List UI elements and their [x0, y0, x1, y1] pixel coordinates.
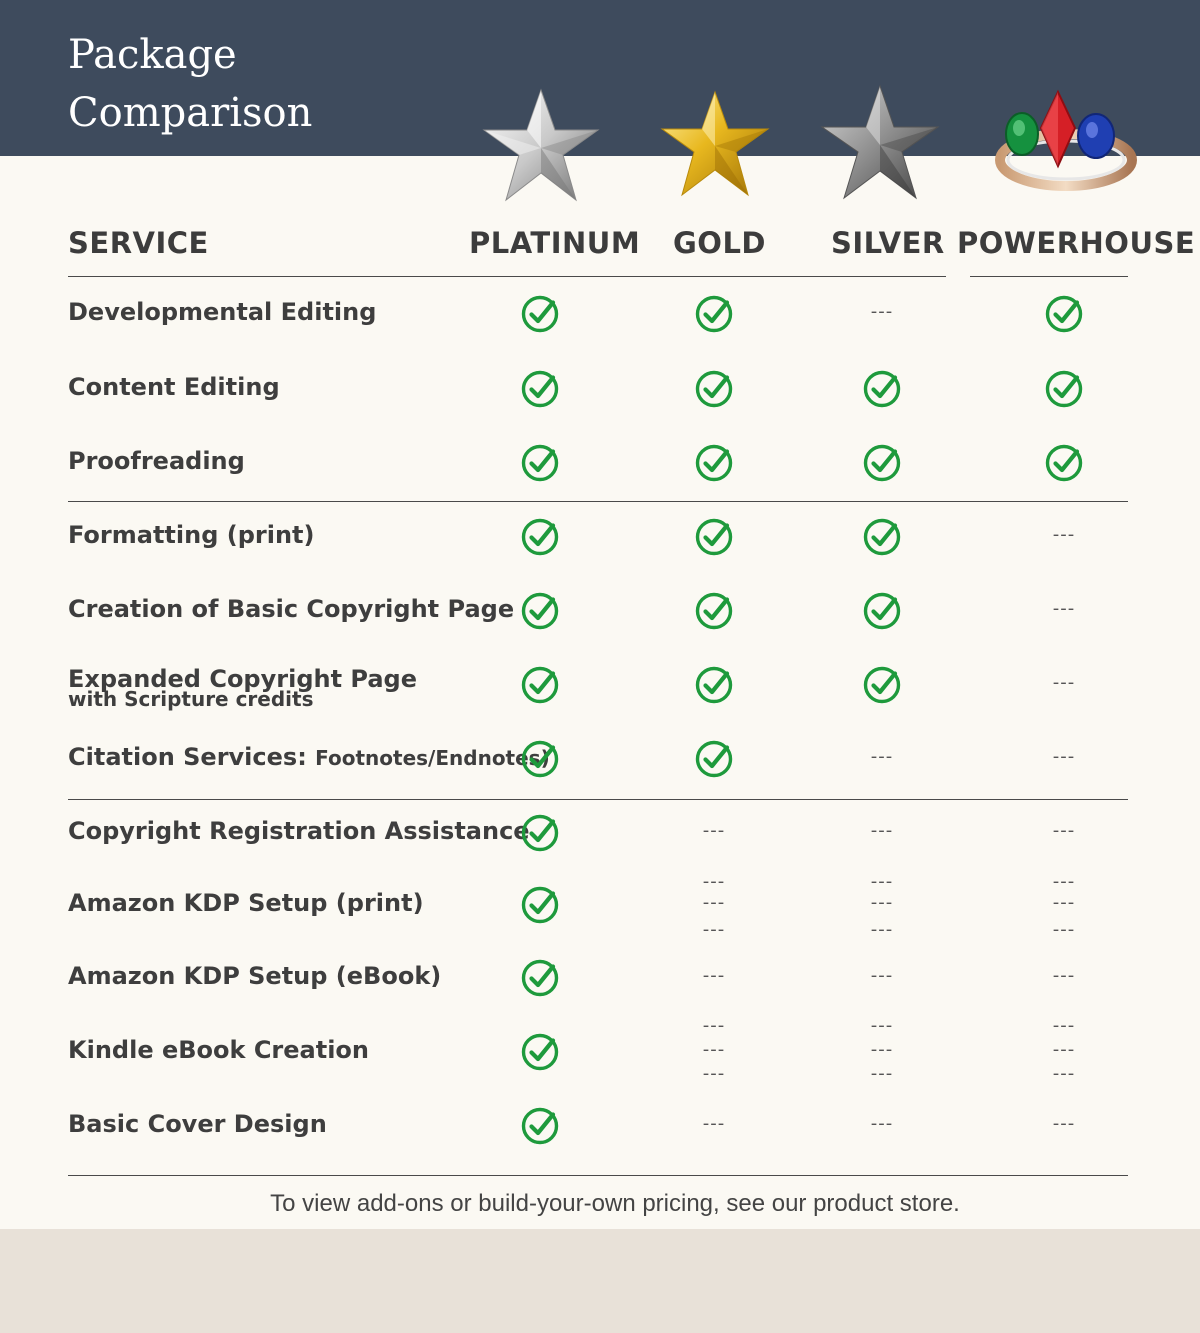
not-included-mark: --- [870, 746, 894, 767]
check-icon [694, 665, 734, 705]
service-name-sub: with Scripture credits [68, 687, 314, 711]
not-included-mark: --- [702, 919, 726, 940]
column-header-silver: SILVER [831, 226, 945, 260]
service-name-main: Amazon KDP Setup (print) [68, 889, 424, 917]
check-icon [694, 517, 734, 557]
check-icon [862, 443, 902, 483]
check-icon [694, 591, 734, 631]
not-included-mark: --- [702, 1039, 726, 1060]
column-header-gold: GOLD [673, 226, 767, 260]
check-icon [520, 517, 560, 557]
not-included-mark: --- [870, 820, 894, 841]
check-icon [1044, 443, 1084, 483]
not-included-mark: --- [870, 1063, 894, 1084]
check-icon [862, 591, 902, 631]
not-included-mark: --- [1052, 1039, 1076, 1060]
service-name [68, 889, 424, 917]
service-name [68, 743, 550, 771]
not-included-mark: --- [1052, 1015, 1076, 1036]
service-name-main: Amazon KDP Setup (eBook) [68, 962, 442, 990]
column-header-platinum: PLATINUM [469, 226, 641, 260]
service-name [68, 521, 314, 549]
footer-band [0, 1229, 1200, 1333]
not-included-mark: --- [1052, 598, 1076, 619]
service-name-main: Basic Cover Design [68, 1110, 327, 1138]
check-icon [862, 665, 902, 705]
service-name-main: Citation Services: [68, 743, 307, 771]
check-icon [694, 294, 734, 334]
check-icon [694, 739, 734, 779]
service-name-main: Expanded Copyright Page [68, 665, 418, 693]
not-included-mark: --- [870, 1113, 894, 1134]
service-name-main: Developmental Editing [68, 298, 377, 326]
check-icon [520, 369, 560, 409]
not-included-mark: --- [702, 1015, 726, 1036]
not-included-mark: --- [870, 1015, 894, 1036]
service-name [68, 1036, 369, 1064]
service-name-main: Content Editing [68, 373, 280, 401]
not-included-mark: --- [870, 892, 894, 913]
title-line-1: Package [68, 32, 237, 78]
not-included-mark: --- [702, 1063, 726, 1084]
service-name [68, 373, 280, 401]
check-icon [862, 517, 902, 557]
not-included-mark: --- [870, 965, 894, 986]
not-included-mark: --- [1052, 919, 1076, 940]
service-name-main: Kindle eBook Creation [68, 1036, 370, 1064]
not-included-mark: --- [1052, 1063, 1076, 1084]
service-name-detail: Footnotes/Endnotes) [315, 746, 550, 770]
footer-note: To view add-ons or build-your-own pricing, see our product store. [270, 1190, 960, 1217]
check-icon [520, 591, 560, 631]
check-icon [520, 958, 560, 998]
silver-star-icon [820, 84, 940, 202]
not-included-mark: --- [870, 301, 894, 322]
not-included-mark: --- [1052, 892, 1076, 913]
column-header-service: SERVICE [68, 226, 209, 260]
check-icon [1044, 294, 1084, 334]
not-included-mark: --- [702, 1113, 726, 1134]
not-included-mark: --- [702, 871, 726, 892]
check-icon [520, 443, 560, 483]
service-name-main: Proofreading [68, 447, 245, 475]
check-icon [862, 369, 902, 409]
not-included-mark: --- [702, 820, 726, 841]
title-line-2: Comparison [68, 90, 313, 136]
service-name-main: Formatting (print) [68, 521, 315, 549]
service-name [68, 298, 376, 326]
not-included-mark: --- [1052, 965, 1076, 986]
service-name-main: Copyright Registration Assistance [68, 817, 530, 845]
table-bottom-divider [68, 1175, 1128, 1176]
header-divider-powerhouse [970, 276, 1128, 277]
service-name [68, 1110, 327, 1138]
check-icon [520, 294, 560, 334]
check-icon [520, 885, 560, 925]
not-included-mark: --- [870, 871, 894, 892]
not-included-mark: --- [870, 1039, 894, 1060]
service-name [68, 667, 417, 709]
not-included-mark: --- [1052, 820, 1076, 841]
gold-star-icon [660, 90, 770, 198]
column-header-powerhouse: POWERHOUSE [957, 226, 1196, 260]
not-included-mark: --- [702, 892, 726, 913]
not-included-mark: --- [1052, 1113, 1076, 1134]
service-name [68, 817, 530, 845]
not-included-mark: --- [1052, 871, 1076, 892]
check-icon [520, 1032, 560, 1072]
not-included-mark: --- [870, 919, 894, 940]
not-included-mark: --- [1052, 672, 1076, 693]
header-divider [68, 276, 946, 277]
check-icon [520, 739, 560, 779]
gemstone-ring-icon [995, 88, 1137, 194]
not-included-mark: --- [1052, 524, 1076, 545]
not-included-mark: --- [702, 965, 726, 986]
service-name [68, 962, 441, 990]
check-icon [520, 813, 560, 853]
check-icon [520, 665, 560, 705]
platinum-star-icon [482, 88, 600, 204]
service-name [68, 595, 514, 623]
check-icon [1044, 369, 1084, 409]
service-name [68, 447, 245, 475]
check-icon [694, 369, 734, 409]
group-divider [68, 799, 1128, 800]
not-included-mark: --- [1052, 746, 1076, 767]
check-icon [520, 1106, 560, 1146]
service-name-main: Creation of Basic Copyright Page [68, 595, 515, 623]
check-icon [694, 443, 734, 483]
group-divider [68, 501, 1128, 502]
page-title [68, 26, 312, 142]
